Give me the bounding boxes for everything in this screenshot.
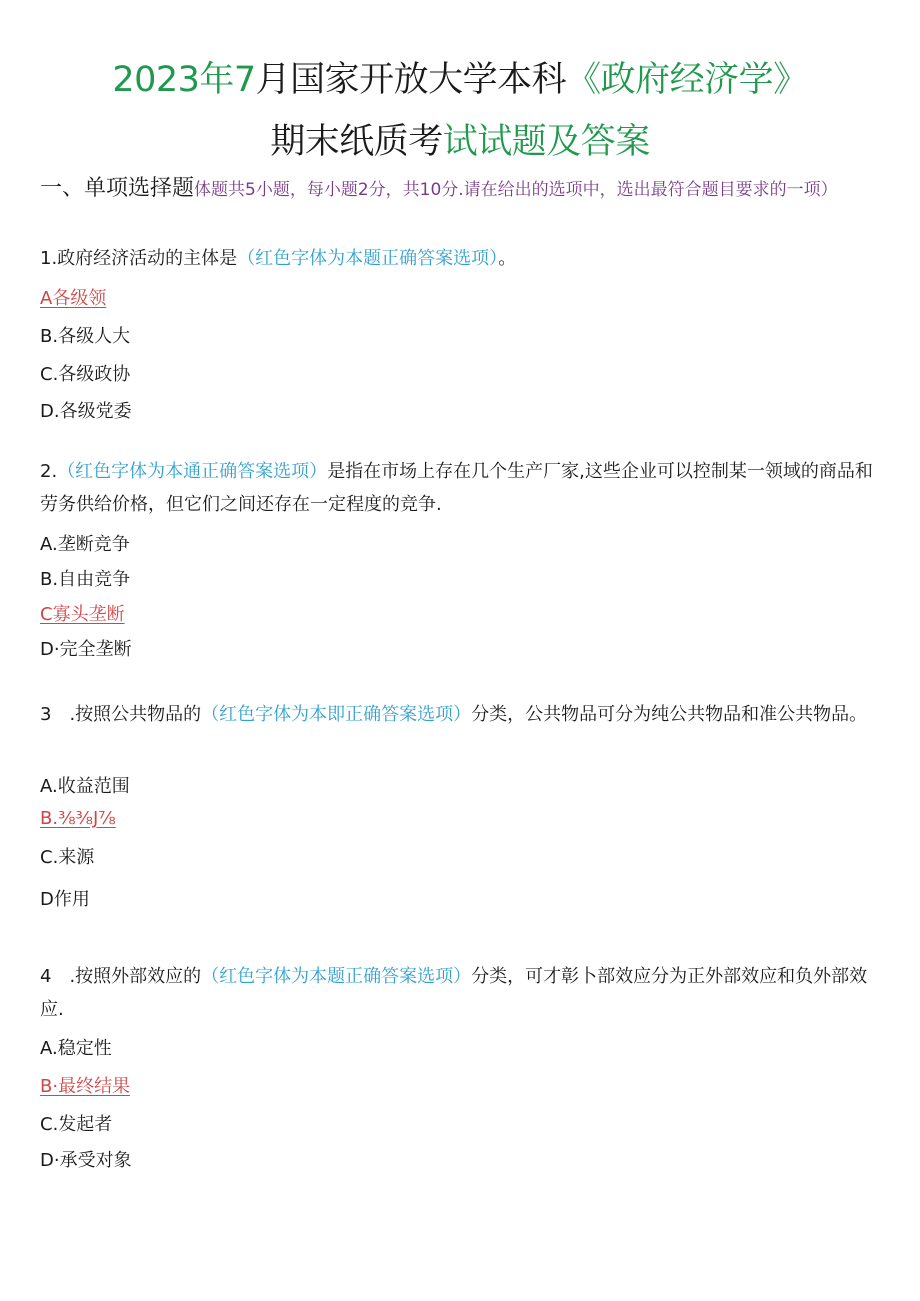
question-4-option-a: A.稳定性 xyxy=(40,1038,112,1059)
question-2-text: 2. xyxy=(40,461,58,482)
question-3-stem xyxy=(40,698,885,731)
question-4-option-d: D·承受对象 xyxy=(40,1150,132,1171)
question-3-text-end: 分类，公共物品可分为纯公共物品和准公共物品。 xyxy=(471,704,868,725)
question-1-stem xyxy=(40,244,516,270)
question-2-option-d: D·完全垄断 xyxy=(40,639,132,660)
question-4-hint: （红色字体为本题正确答案选项） xyxy=(201,966,472,987)
question-1-option-d: D.各级党委 xyxy=(40,401,132,422)
title-line-1 xyxy=(0,52,920,102)
question-2-option-b: B.自由竞争 xyxy=(40,569,131,590)
question-2-stem xyxy=(40,455,885,521)
question-3-hint: （红色字体为本即正确答案选项） xyxy=(201,704,472,725)
question-4-text-end: 分类，可才彰卜部效应分为正外部效应和负外部效应. xyxy=(40,966,868,1020)
question-3-option-b xyxy=(40,808,116,829)
title-year: 2023年7 xyxy=(112,60,256,100)
title-course: 《政府经济学》 xyxy=(566,60,808,100)
section-header xyxy=(40,172,880,207)
title-institution: 月国家开放大学本科 xyxy=(255,60,567,100)
question-1-option-a xyxy=(40,284,106,310)
correct-answer: B.⅜⅜J⅞ xyxy=(40,808,116,829)
question-4-text: 4 .按照外部效应的 xyxy=(40,966,202,987)
question-1-text: 1.政府经济活动的主体是 xyxy=(40,248,238,269)
question-1-option-b: B.各级人大 xyxy=(40,326,131,347)
question-1-option-c: C.各级政协 xyxy=(40,364,131,385)
section-instructions: 体题共5小题，每小题2分，共10分.请在给出的选项中，选出最符合题目要求的一项） xyxy=(194,180,838,200)
section-heading: 一、单项选择题 xyxy=(40,176,195,201)
correct-answer: A各级领 xyxy=(40,288,107,309)
question-1-hint: （红色字体为本题正确答案选项） xyxy=(237,248,499,269)
title-line-2 xyxy=(0,114,920,164)
question-3-option-a: A.收益范围 xyxy=(40,776,130,797)
correct-answer: B·最终结果 xyxy=(40,1076,131,1097)
question-2-hint: （红色字体为本通正确答案选项） xyxy=(57,461,328,482)
question-2-text-end: 是指在市场上存在几个生产厂家,这些企业可以控制某一领域的商品和劳务供给价格，但它们之间还存在一定程度的竞争. xyxy=(40,461,873,515)
title-suffix: 试试题及答案 xyxy=(442,122,650,162)
question-1-text-end: 。 xyxy=(498,248,517,269)
question-4-option-c: C.发起者 xyxy=(40,1114,113,1135)
question-3-option-c: C.来源 xyxy=(40,847,95,868)
question-2-option-a: A.垄断竞争 xyxy=(40,534,130,555)
title-exam-type: 期末纸质考 xyxy=(270,122,443,162)
question-3-text: 3 .按照公共物品的 xyxy=(40,704,202,725)
question-4-stem xyxy=(40,960,885,1026)
question-3-option-d: D作用 xyxy=(40,889,90,910)
correct-answer: C寡头垄断 xyxy=(40,604,125,625)
question-4-option-b xyxy=(40,1072,130,1098)
question-2-option-c xyxy=(40,600,125,626)
